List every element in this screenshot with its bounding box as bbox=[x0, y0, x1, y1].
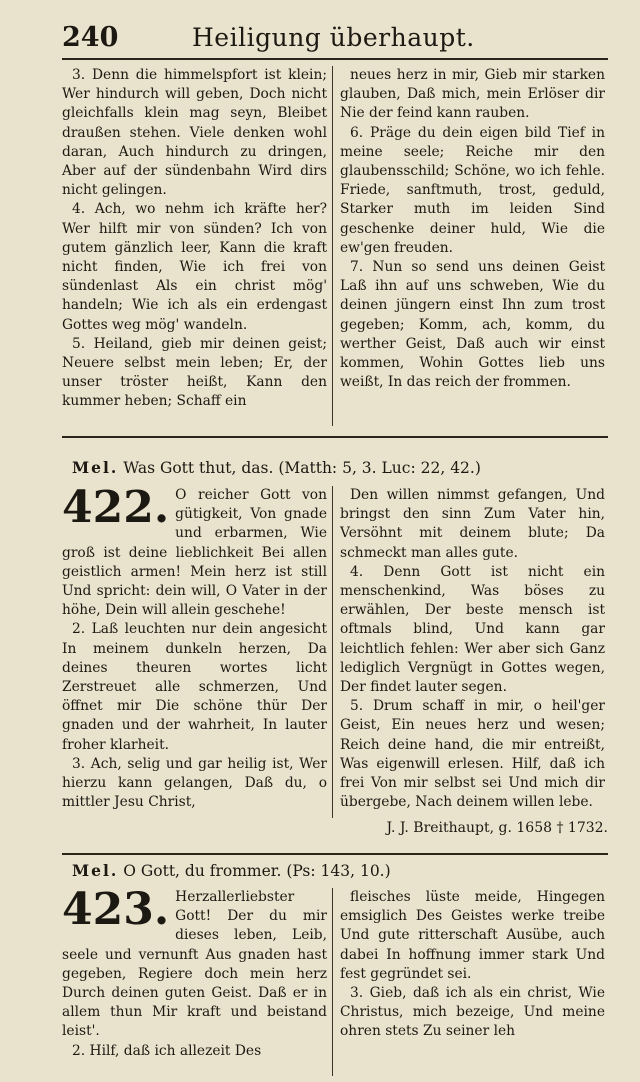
scripture-refs: (Matth: 5, 3. Luc: 22, 42.) bbox=[278, 459, 481, 477]
melody-label: Mel. bbox=[72, 458, 119, 477]
stanza-2: 2. Hilf, daß ich allezeit Des bbox=[72, 1042, 262, 1059]
melody-label: Mel. bbox=[72, 861, 119, 880]
left-column bbox=[62, 482, 327, 812]
right-column bbox=[340, 888, 605, 1042]
hymn-number: 423. bbox=[62, 884, 170, 935]
stanza-5: 5. Heiland, gieb mir deinen geist; Neuere selbst mein leben; Er, der unser tröster heißt, Kann den kummer heben; Schaff ein bbox=[62, 335, 327, 410]
section-rule bbox=[62, 436, 608, 438]
stanza-1: Herzallerliebster Gott! Der du mir dieses leben, Leib, seele und vernunft Aus gnaden hast gegeben, Regiere doch mein herz Durch deinen guten Geist. Daß er in allem thun Mir kraft und beistand leist'. bbox=[62, 889, 327, 1040]
melody-line-423 bbox=[72, 858, 608, 884]
stanza-3: 3. Denn die himmelspfort ist klein; Wer hindurch will geben, Doch nicht gleichfalls klein mag seyn, Bleibet draußen stehen. Viele denken wohl daran, Auch hindurch zu dringen, Aber auf der sündenbahn Wird dirs nicht gelingen. bbox=[62, 67, 327, 199]
stanza-4: 4. Ach, wo nehm ich kräfte her? Wer hilft mir von sünden? Ich von gutem gänzlich leer, Kann die kraft nicht finden, Wie ich frei von sündenlast Als ein christ mög' handeln; Wie ich als ein erdengast Gottes weg mög' wandeln. bbox=[62, 201, 327, 333]
stanza-3: 3. Gieb, daß ich als ein christ, Wie Christus, mich bezeige, Und meine ohren stets Zu seiner leh bbox=[340, 985, 605, 1040]
stanza-2: 2. Laß leuchten nur dein angesicht In meinem dunkeln herzen, Da deines theuren wortes licht Zerstreuet alle schmerzen, Und öffnet mir Die schöne thür Der gnaden und der wahrheit, In lauter froher klarheit. bbox=[62, 621, 327, 753]
stanza-3: 3. Ach, selig und gar heilig ist, Wer hierzu kann gelangen, Daß du, o mittler Jesu Christ, bbox=[62, 755, 327, 811]
left-column bbox=[62, 884, 327, 1061]
column-divider bbox=[332, 888, 333, 1076]
hymn-423 bbox=[62, 884, 608, 1078]
scripture-refs: (Ps: 143, 10.) bbox=[286, 862, 391, 880]
stanza-6: 6. Präge du dein eigen bild Tief in meine seele; Reiche mir den glaubensschild; Schöne, wo ich fehle. Friede, sanftmuth, trost, geduld, Starker muth im leiden Sind geschenke deiner huld, Wie die ew'gen freuden. bbox=[340, 124, 605, 256]
melody-title: Was Gott thut, das. bbox=[123, 459, 274, 477]
author-credit: J. J. Breithaupt, g. 1658 † 1732. bbox=[386, 820, 608, 836]
right-column bbox=[340, 486, 605, 812]
left-column bbox=[62, 66, 327, 412]
stanza-2-cont: fleisches lüste meide, Hingegen emsiglich Des Geistes werke treibe Und gute ritterschaft Ausübe, auch dabei In hoffnung immer stark Und fest gegründet sei. bbox=[340, 889, 605, 982]
stanza-1: O reicher Gott von gütigkeit, Von gnade und erbarmen, Wie groß ist deine lieblichkeit Bei allen geistlich armen! Mein herz ist still Und spricht: dein will, O Vater in der höhe, Dein will allein geschehe! bbox=[62, 487, 327, 619]
running-title: Heiligung überhaupt. bbox=[192, 23, 475, 52]
author-line bbox=[62, 816, 608, 836]
stanza-5: 5. Drum schaff in mir, o heil'ger Geist, Ein neues herz und wesen; Reich deine hand, die mir entreißt, Was eigenwill erlesen. Hilf, daß ich frei Von mir selbst sei Und mich dir übergebe, Nach deinem willen lebe. bbox=[340, 698, 605, 811]
hymn-continuation bbox=[62, 66, 608, 426]
column-divider bbox=[332, 486, 333, 818]
hymn-number: 422. bbox=[62, 482, 170, 533]
hymn-422 bbox=[62, 482, 608, 876]
column-divider bbox=[332, 66, 333, 426]
section-rule bbox=[62, 853, 608, 855]
stanza-3-cont: Den willen nimmst gefangen, Und bringst den sinn Zum Vater hin, Versöhnt mit deinem blute; Da schmeckt man alles gute. bbox=[340, 487, 605, 561]
stanza-4: 4. Denn Gott ist nicht ein menschenkind, Was böses zu erwählen, Der beste mensch ist oftmals blind, Und kann gar leichtlich fehlen: Wer aber sich Ganz lediglich Vergnügt in Gottes wegen, Der findet lauter segen. bbox=[340, 563, 605, 696]
stanza-5-cont: neues herz in mir, Gieb mir starken glauben, Daß mich, mein Erlöser dir Nie der feind kann rauben. bbox=[340, 67, 605, 122]
melody-title: O Gott, du frommer. bbox=[123, 862, 282, 880]
page-header bbox=[62, 18, 608, 60]
page-number: 240 bbox=[62, 22, 119, 53]
right-column bbox=[340, 66, 605, 392]
melody-line-422 bbox=[72, 455, 608, 481]
stanza-7: 7. Nun so send uns deinen Geist Laß ihn auf uns schweben, Wie du deinen jüngern einst Ihn zum trost gegeben; Komm, ach, komm, du werther Geist, Daß auch wir einst kommen, Wohin Gottes lieb uns weißt, In das reich der frommen. bbox=[340, 259, 605, 391]
